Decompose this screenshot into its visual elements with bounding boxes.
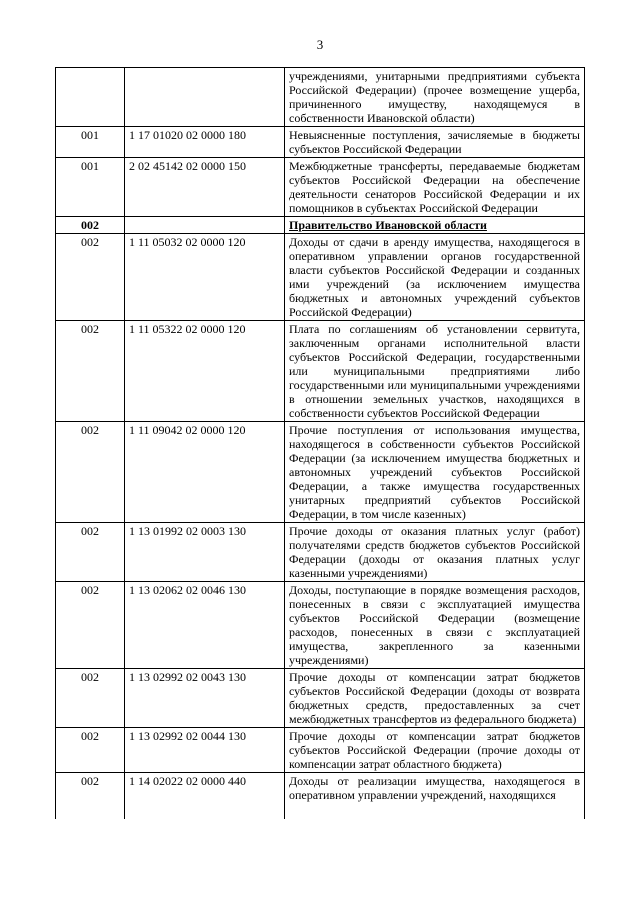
table-row — [56, 523, 585, 582]
admin-code-cell: 002 — [56, 773, 125, 820]
budget-classification-code-cell: 2 02 45142 02 0000 150 — [125, 158, 285, 217]
admin-code-cell: 002 — [56, 422, 125, 523]
budget-classification-code-cell — [125, 217, 285, 234]
table-section-row — [56, 217, 585, 234]
table-row — [56, 582, 585, 669]
admin-code-cell — [56, 68, 125, 127]
budget-classification-code-cell — [125, 68, 285, 127]
revenue-name-cell: Правительство Ивановской области — [285, 217, 585, 234]
table-row — [56, 422, 585, 523]
revenue-name-cell: Доходы от реализации имущества, находящегося в оперативном управлении учреждений, находящихся — [285, 773, 585, 820]
revenue-codes-table — [55, 67, 585, 819]
admin-code-cell: 002 — [56, 728, 125, 773]
budget-classification-code-cell: 1 11 05032 02 0000 120 — [125, 234, 285, 321]
table-row — [56, 234, 585, 321]
table-row — [56, 728, 585, 773]
table-row — [56, 127, 585, 158]
budget-classification-code-cell: 1 13 02992 02 0044 130 — [125, 728, 285, 773]
budget-classification-code-cell: 1 17 01020 02 0000 180 — [125, 127, 285, 158]
revenue-name-cell: Невыясненные поступления, зачисляемые в бюджеты субъектов Российской Федерации — [285, 127, 585, 158]
revenue-name-cell: Прочие доходы от компенсации затрат бюджетов субъектов Российской Федерации (доходы от возврата бюджетных средств, предоставленных за счет межбюджетных трансфертов из федерального бюджета) — [285, 669, 585, 728]
admin-code-cell: 002 — [56, 217, 125, 234]
page-number: 3 — [316, 37, 324, 52]
budget-classification-code-cell: 1 13 02992 02 0043 130 — [125, 669, 285, 728]
admin-code-cell: 001 — [56, 158, 125, 217]
table-row — [56, 773, 585, 820]
admin-code-cell: 002 — [56, 523, 125, 582]
admin-code-cell: 002 — [56, 582, 125, 669]
revenue-name-cell: Плата по соглашениям об установлении сервитута, заключенным органами исполнительной власти субъектов Российской Федерации, государственными или муниципальными предприятиями либо государственными или муниципальными учреждениями в отношении земельных участков, находящихся в собственности субъектов Российской Федерации — [285, 321, 585, 422]
budget-classification-code-cell: 1 13 01992 02 0003 130 — [125, 523, 285, 582]
admin-code-cell: 002 — [56, 234, 125, 321]
admin-code-cell: 001 — [56, 127, 125, 158]
table-row — [56, 68, 585, 127]
budget-classification-code-cell: 1 14 02022 02 0000 440 — [125, 773, 285, 820]
budget-classification-code-cell: 1 13 02062 02 0046 130 — [125, 582, 285, 669]
revenue-name-cell: Межбюджетные трансферты, передаваемые бюджетам субъектов Российской Федерации на обеспечение деятельности сенаторов Российской Федерации и их помощников в субъектах Российской Федерации — [285, 158, 585, 217]
admin-code-cell: 002 — [56, 669, 125, 728]
table-body — [56, 68, 585, 820]
admin-code-cell: 002 — [56, 321, 125, 422]
revenue-name-cell: Прочие поступления от использования имущества, находящегося в собственности субъектов Российской Федерации (за исключением имущества бюджетных и автономных учреждений субъектов Российской Федерации, а также имущества государственных унитарных предприятий субъектов Российской Федерации, в том числе казенных) — [285, 422, 585, 523]
table-row — [56, 158, 585, 217]
revenue-name-cell: Доходы, поступающие в порядке возмещения расходов, понесенных в связи с эксплуатацией имущества субъектов Российской Федерации (возмещение расходов, понесенных в связи с эксплуатацией имущества, закрепленного за казенными учреждениями) — [285, 582, 585, 669]
revenue-name-cell: Прочие доходы от компенсации затрат бюджетов субъектов Российской Федерации (прочие доходы от компенсации затрат областного бюджета) — [285, 728, 585, 773]
revenue-name-cell: учреждениями, унитарными предприятиями субъекта Российской Федерации) (прочее возмещение ущерба, причиненного имуществу, находящемуся в собственности Ивановской области) — [285, 68, 585, 127]
budget-classification-code-cell: 1 11 09042 02 0000 120 — [125, 422, 285, 523]
table-row — [56, 669, 585, 728]
revenue-name-cell: Доходы от сдачи в аренду имущества, находящегося в оперативном управлении органов государственной власти субъектов Российской Федерации и созданных ими учреждений (за исключением имущества бюджетных и автономных учреждений субъектов Российской Федерации) — [285, 234, 585, 321]
table-row — [56, 321, 585, 422]
budget-classification-code-cell: 1 11 05322 02 0000 120 — [125, 321, 285, 422]
revenue-name-cell: Прочие доходы от оказания платных услуг (работ) получателями средств бюджетов субъектов Российской Федерации (доходы от оказания платных услуг казенными учреждениями) — [285, 523, 585, 582]
